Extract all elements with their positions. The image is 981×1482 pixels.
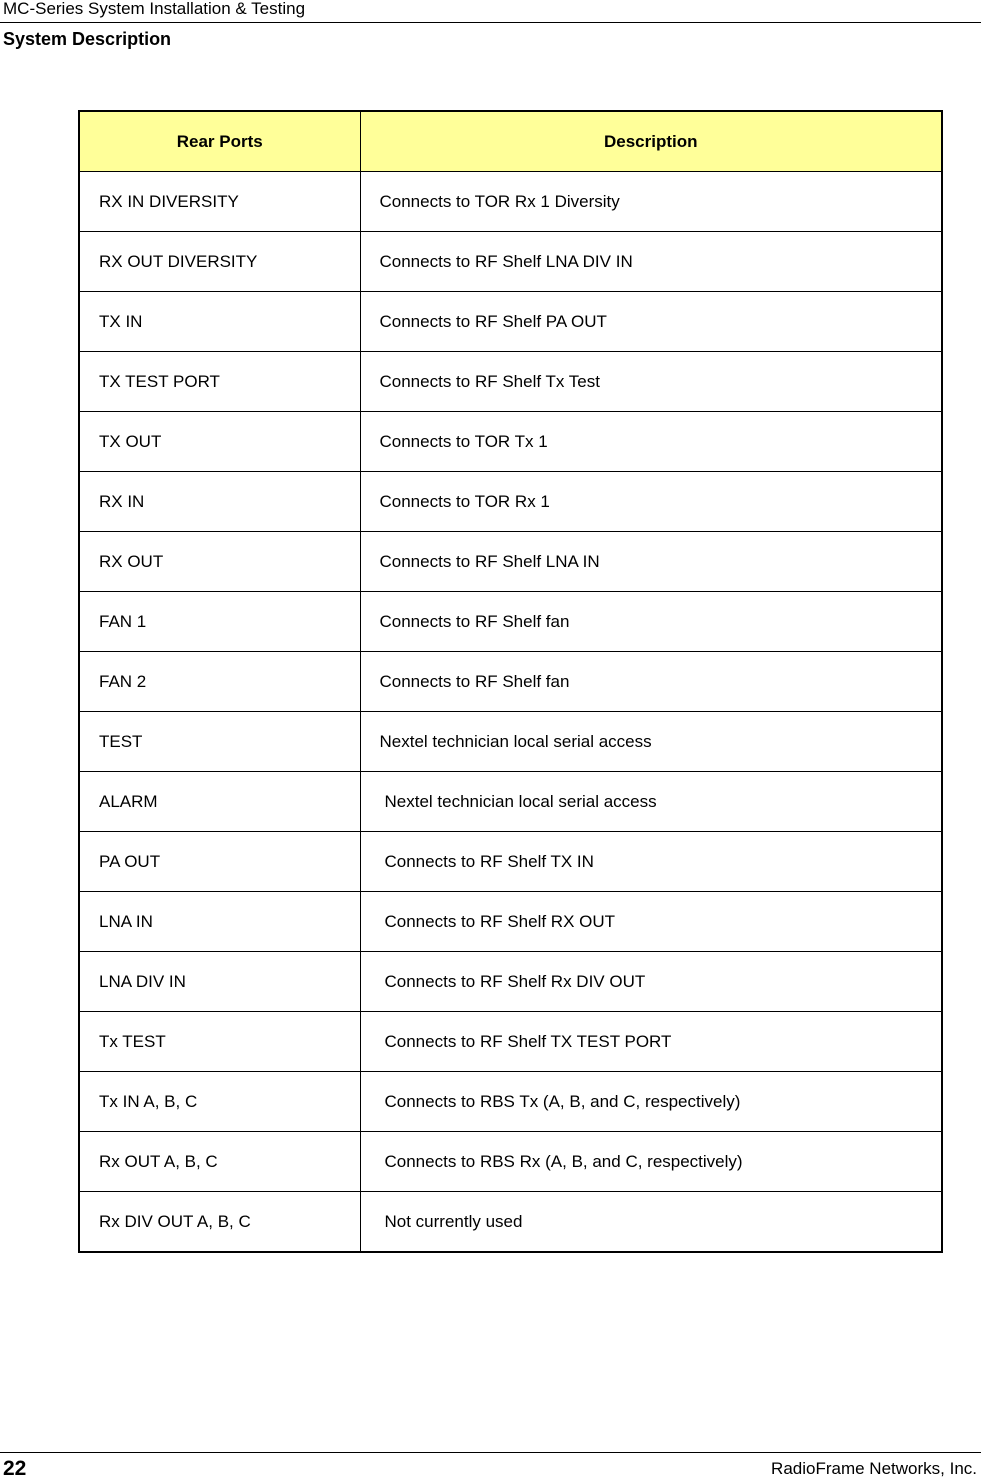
company-name: RadioFrame Networks, Inc. [771,1459,977,1478]
port-cell: TX TEST PORT [79,352,360,412]
port-cell: Rx OUT A, B, C [79,1132,360,1192]
description-cell: Connects to RF Shelf PA OUT [360,292,942,352]
table-row [79,172,942,232]
description-cell: Nextel technician local serial access [360,772,942,832]
section-title: System Description [3,29,172,49]
table-row [79,772,942,832]
description-cell: Connects to RF Shelf LNA IN [360,532,942,592]
description-cell: Connects to RF Shelf fan [360,652,942,712]
port-cell: Rx DIV OUT A, B, C [79,1192,360,1253]
column-header-description: Description [360,111,942,172]
port-cell: FAN 2 [79,652,360,712]
table-row [79,532,942,592]
description-cell: Connects to RF Shelf fan [360,592,942,652]
port-cell: RX OUT DIVERSITY [79,232,360,292]
description-cell: Connects to RF Shelf LNA DIV IN [360,232,942,292]
port-cell: RX IN [79,472,360,532]
port-cell: LNA IN [79,892,360,952]
port-cell: TX IN [79,292,360,352]
table-row [79,952,942,1012]
description-cell: Nextel technician local serial access [360,712,942,772]
page-footer [0,1452,981,1482]
document-title: MC-Series System Installation & Testing [3,0,306,18]
rear-ports-table [78,110,943,1253]
table-row [79,1072,942,1132]
table-row [79,712,942,772]
port-cell: LNA DIV IN [79,952,360,1012]
table-row [79,832,942,892]
table-row [79,892,942,952]
port-cell: TX OUT [79,412,360,472]
description-cell: Connects to RF Shelf TX IN [360,832,942,892]
table-row [79,592,942,652]
table-row [79,1192,942,1253]
description-cell: Connects to RBS Rx (A, B, and C, respectively) [360,1132,942,1192]
port-cell: TEST [79,712,360,772]
port-cell: Tx IN A, B, C [79,1072,360,1132]
description-cell: Connects to RBS Tx (A, B, and C, respectively) [360,1072,942,1132]
table-row [79,1132,942,1192]
table-row [79,412,942,472]
port-cell: ALARM [79,772,360,832]
description-cell: Connects to RF Shelf Tx Test [360,352,942,412]
description-cell: Connects to TOR Rx 1 Diversity [360,172,942,232]
table-row [79,292,942,352]
port-cell: RX IN DIVERSITY [79,172,360,232]
page-header [0,0,981,23]
table-row [79,352,942,412]
description-cell: Connects to TOR Rx 1 [360,472,942,532]
description-cell: Connects to RF Shelf RX OUT [360,892,942,952]
port-cell: PA OUT [79,832,360,892]
description-cell: Connects to TOR Tx 1 [360,412,942,472]
table-row [79,652,942,712]
table-header-row [79,111,942,172]
description-cell: Connects to RF Shelf TX TEST PORT [360,1012,942,1072]
description-cell: Not currently used [360,1192,942,1253]
description-cell: Connects to RF Shelf Rx DIV OUT [360,952,942,1012]
port-cell: RX OUT [79,532,360,592]
table-row [79,1012,942,1072]
port-cell: FAN 1 [79,592,360,652]
column-header-rear-ports: Rear Ports [79,111,360,172]
table-row [79,472,942,532]
page-number: 22 [3,1457,27,1480]
table-row [79,232,942,292]
port-cell: Tx TEST [79,1012,360,1072]
